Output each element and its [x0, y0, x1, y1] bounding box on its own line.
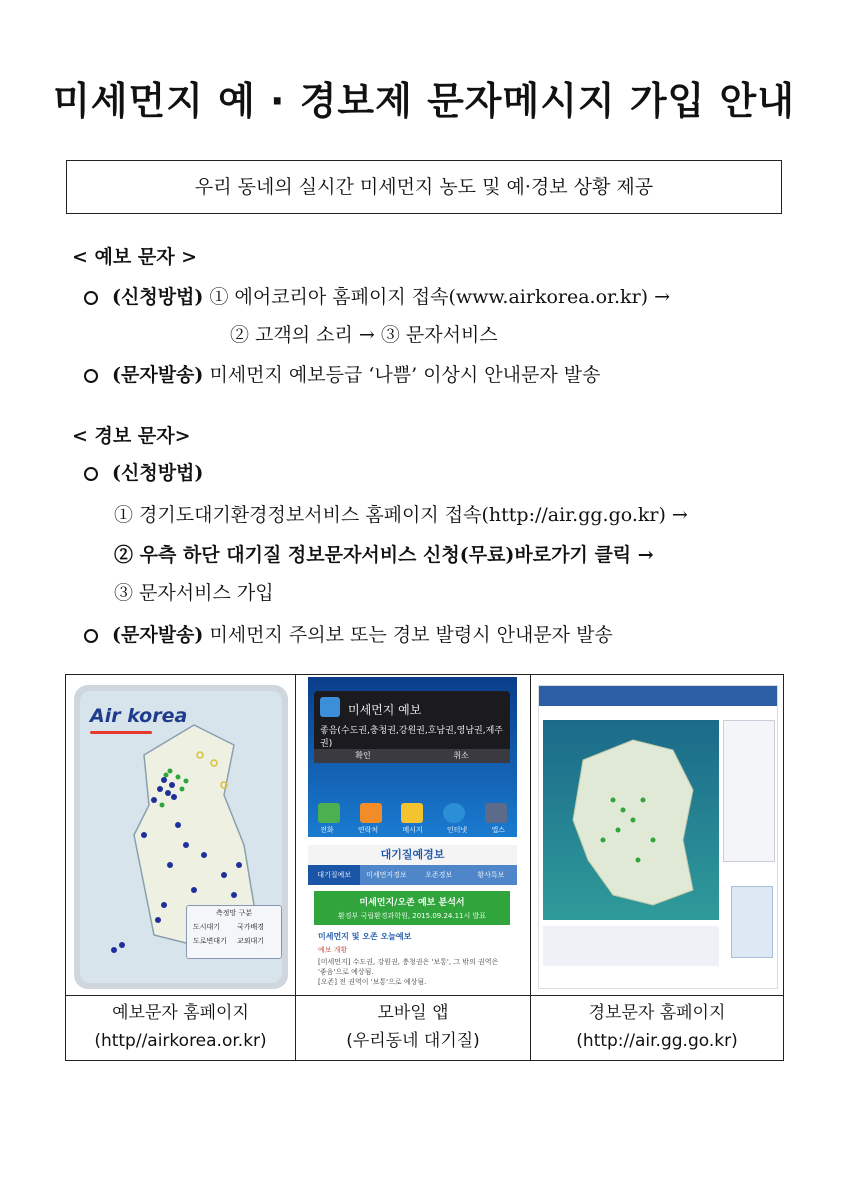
forecast-send — [84, 362, 600, 388]
page-title: 미세먼지 예 · 경보제 문자메시지 가입 안내 — [53, 79, 795, 123]
image-table — [65, 674, 784, 1061]
message-app-icon — [401, 803, 423, 823]
warning-step1: ① 경기도대기환경정보서비스 홈페이지 접속(http://air.gg.go.kr) → — [114, 504, 688, 526]
forecast-method — [84, 284, 670, 310]
warning-send-label: (문자발송) — [112, 624, 204, 646]
caption-gg-website: 경보문자 홈페이지 (http://air.gg.go.kr) — [576, 1003, 738, 1051]
warning-method-label: (신청방법) — [112, 462, 204, 484]
bullet-circle-icon — [84, 291, 98, 305]
forecast-method-text: ① 에어코리아 홈페이지 접속(www.airkorea.or.kr) → — [209, 286, 671, 308]
contacts-app-icon — [360, 803, 382, 823]
warning-method — [84, 460, 203, 486]
forecast-send-label: (문자발송) — [112, 364, 204, 386]
warning-heading: < 경보 문자> — [72, 425, 191, 447]
summary-box: 우리 동네의 실시간 미세먼지 농도 및 예·경보 상황 제공 — [66, 160, 782, 214]
warning-step3: ③ 문자서비스 가입 — [114, 582, 274, 604]
warning-step2: ② 우측 하단 대기질 정보문자서비스 신청(무료)바로가기 클릭 → — [114, 544, 654, 566]
bullet-circle-icon — [84, 369, 98, 383]
mobile-app-screenshot: 미세먼지 예보 좋음(수도권,충청권,강원권,호남권,영남권,제주권) 확인 취소 전화 연락처 메시지 인터넷 앱스 대기질예경보 대기질예보 미세먼지경보 오존경보 황사특보 미세먼지/오존 예보 분석서 환경부 국립환경과학원, 2015.09.24.11시 발표 미세먼지 및 오존 오늘예보 예보 개황 [미세먼지] 수도권, 강원권, 충청권은 '보통', 그 밖의 권역은 '좋음'으로 예상됨. [오존] 전 권역이 '보통'으로 예상됨. — [308, 677, 517, 993]
gg-website-screenshot — [538, 685, 778, 989]
apps-icon — [485, 803, 507, 823]
airkorea-logo: Air korea — [90, 705, 188, 727]
bullet-circle-icon — [84, 467, 98, 481]
warning-send — [84, 622, 613, 648]
map-legend: 측정망 구분 도시대기 국가배경 도로변대기 교외대기 — [186, 905, 282, 959]
caption-airkorea: 예보문자 홈페이지 (http//airkorea.or.kr) — [94, 1003, 267, 1051]
forecast-method-label: (신청방법) — [112, 286, 204, 308]
internet-app-icon — [443, 803, 465, 823]
forecast-send-text: 미세먼지 예보등급 ‘나쁨’ 이상시 안내문자 발송 — [209, 364, 601, 386]
gyeonggi-map-icon — [543, 720, 719, 920]
caption-mobile-app: 모바일 앱 (우리동네 대기질) — [346, 1003, 480, 1051]
phone-app-icon — [318, 803, 340, 823]
warning-send-text: 미세먼지 주의보 또는 경보 발령시 안내문자 발송 — [209, 624, 613, 646]
forecast-heading: < 예보 문자 > — [72, 246, 198, 268]
airkorea-screenshot — [74, 685, 288, 989]
forecast-method-text2: ② 고객의 소리 → ③ 문자서비스 — [230, 324, 498, 346]
bullet-circle-icon — [84, 629, 98, 643]
